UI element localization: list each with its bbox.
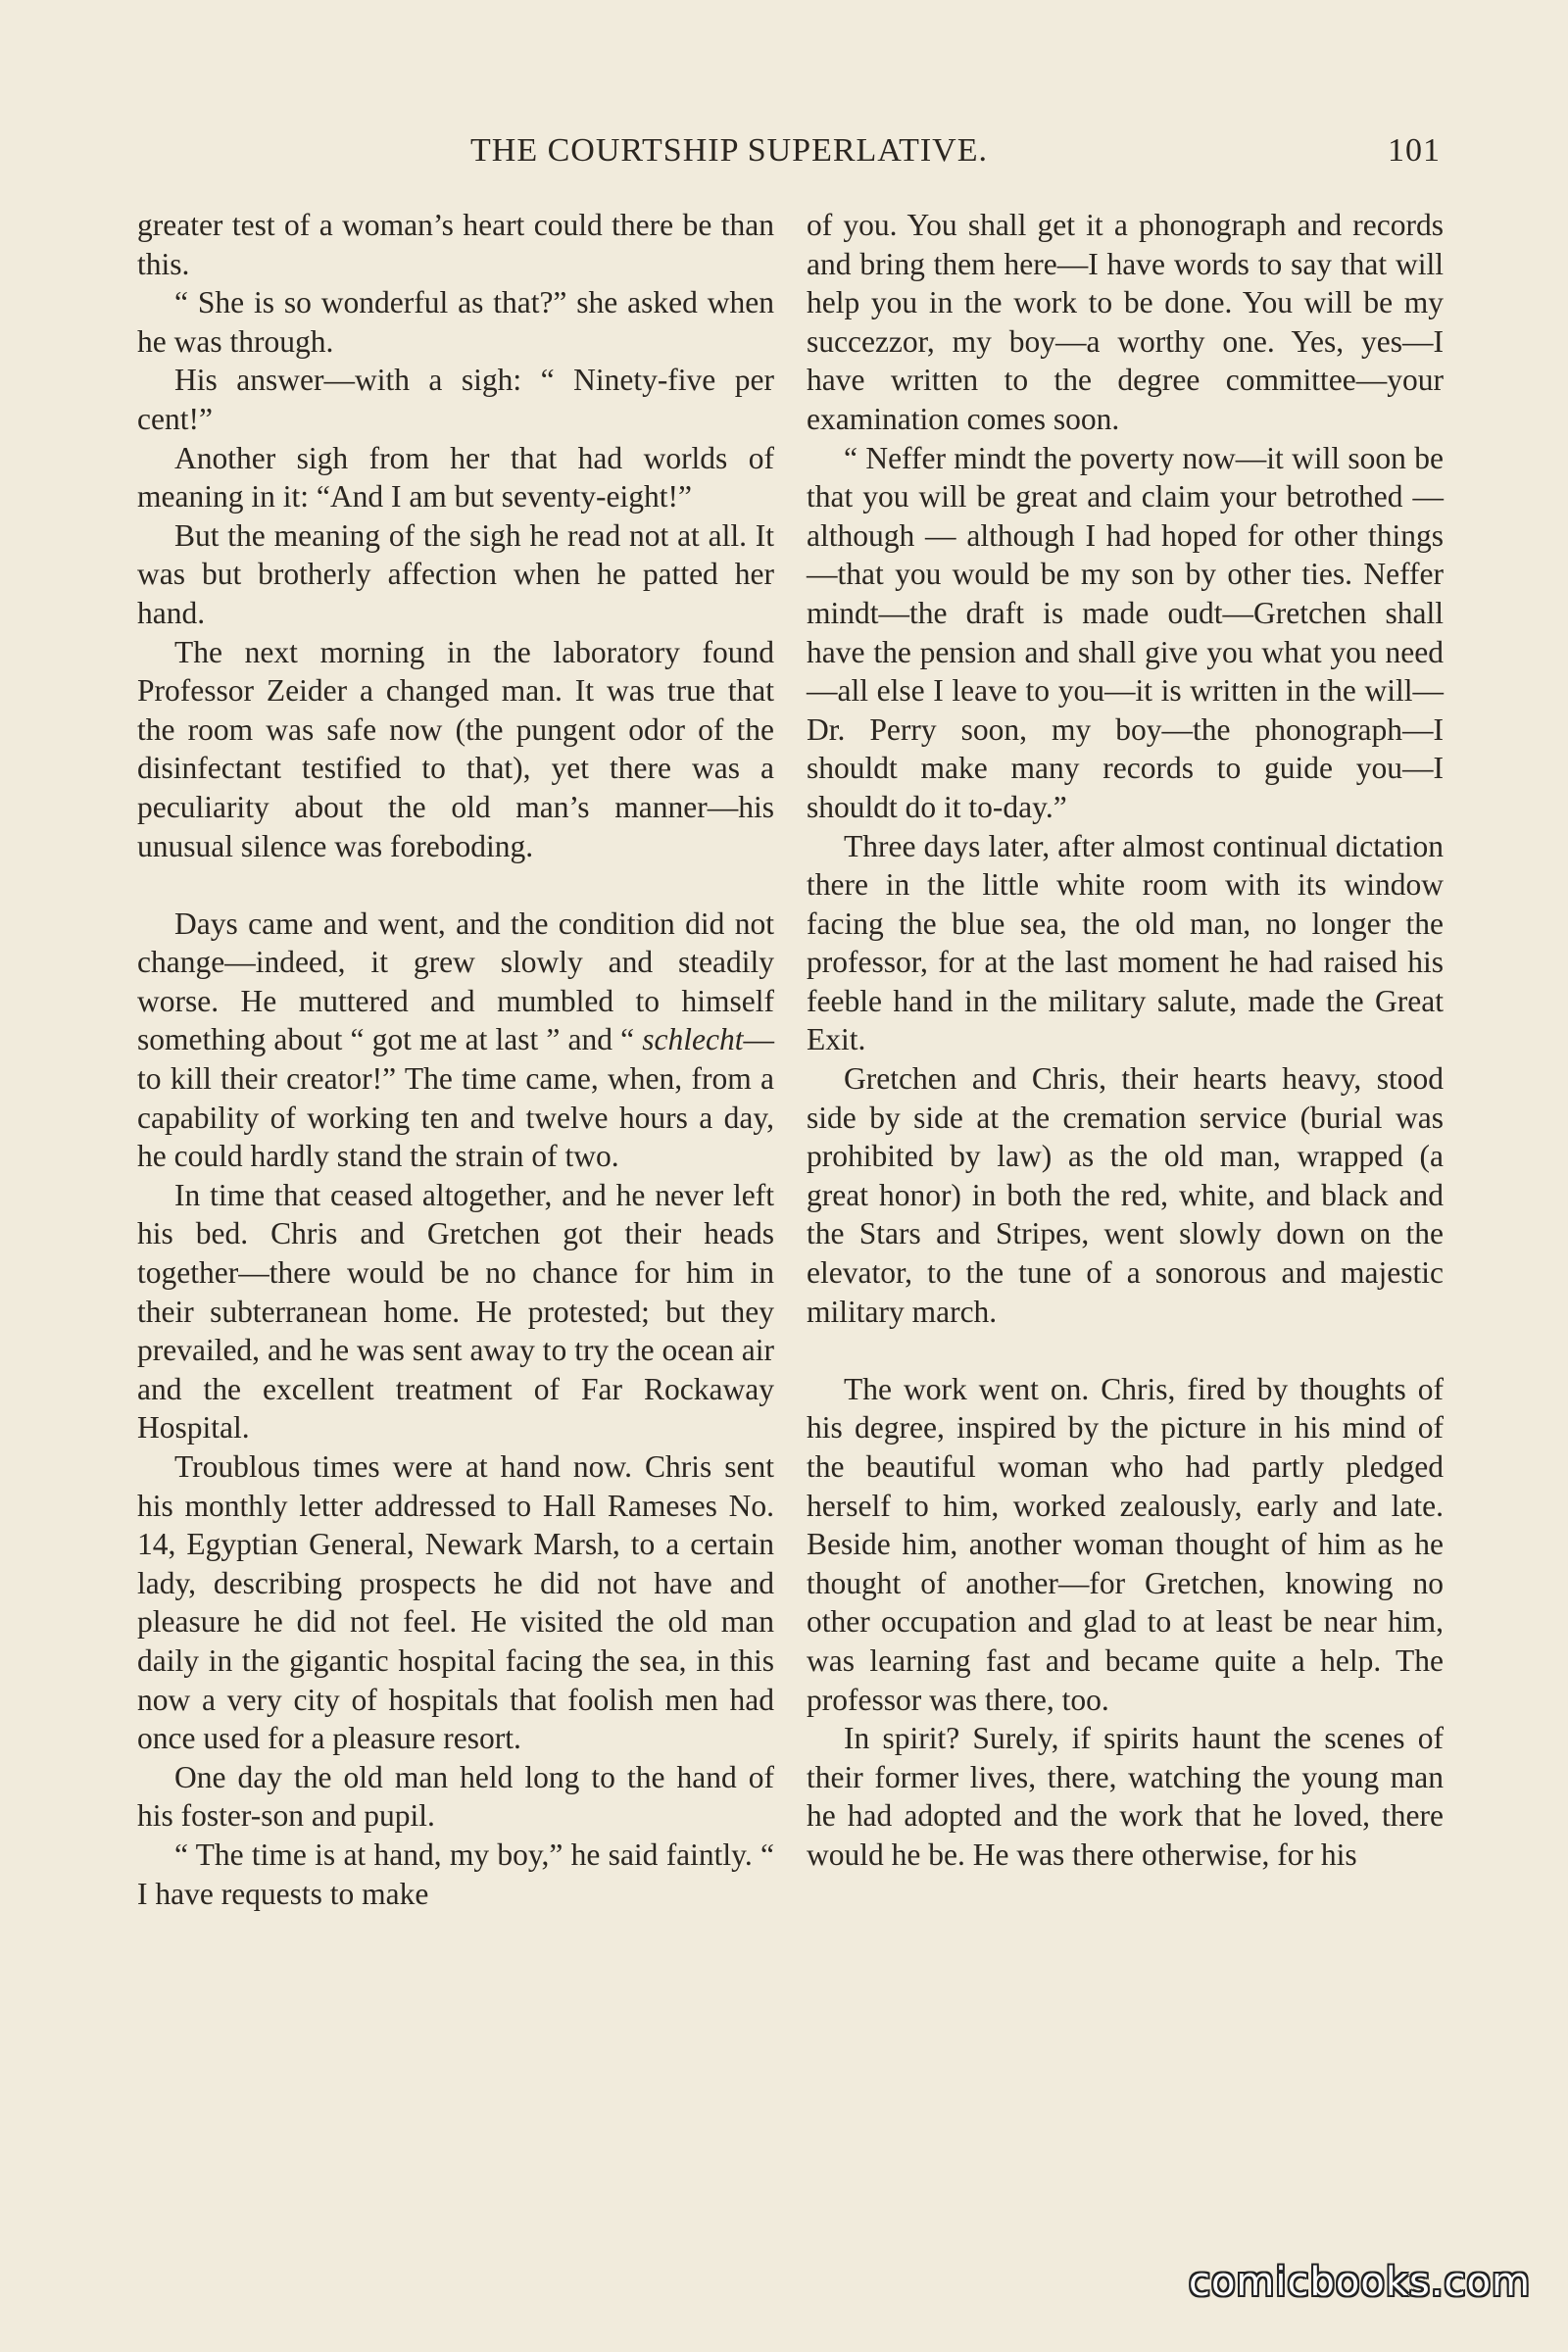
- paragraph-text: Gretchen and Chris, their hearts heavy, stood side by side at the cremation service (burial was prohibited by law) as the old man, wrapped (a great honor) in both the red, white, and black and the Stars and Stripes, went slowly down on the elevator, to the tune of a sonorous and majestic military march.: [807, 1061, 1444, 1329]
- paragraph: [137, 905, 774, 1176]
- paragraph: [137, 206, 774, 283]
- paragraph: [807, 1719, 1444, 1874]
- paragraph: [807, 827, 1444, 1060]
- paragraph-text: “ She is so wonderful as that?” she asked when he was through.: [137, 285, 774, 359]
- paragraph-text: The work went on. Chris, fired by thoughts of his degree, inspired by the picture in his mind of the beautiful woman who had partly pledged herself to him, worked zealously, early and late. Beside him, another woman thought of him as he thought of another—for Gretchen, knowing no other occupation and glad to at least be near him, was learning fast and became quite a help. The professor was there, too.: [807, 1371, 1444, 1717]
- paragraph: [137, 361, 774, 438]
- running-head: [470, 132, 1450, 181]
- running-title: THE COURTSHIP SUPERLATIVE.: [470, 132, 988, 169]
- paragraph: [137, 283, 774, 361]
- paragraph: [137, 633, 774, 866]
- left-text-column: [137, 206, 774, 1913]
- paragraph: [137, 1447, 774, 1758]
- paragraph: [137, 1176, 774, 1447]
- paragraph: [137, 439, 774, 516]
- paragraph-text: of you. You shall get it a phonograph and records and bring them here—I have words to say that will help you in the work to be done. You will be my succezzor, my boy—a worthy one. Yes, yes—I have written to the degree committee—your examination comes soon.: [807, 208, 1444, 436]
- paragraph: [137, 516, 774, 633]
- paragraph: [807, 206, 1444, 439]
- paragraph-text: In spirit? Surely, if spirits haunt the scenes of their former lives, there, watching the young man he had adopted and the work that he loved, there would he be. He was there otherwise, for his: [807, 1721, 1444, 1872]
- paragraph: [137, 1758, 774, 1836]
- paragraph: [807, 439, 1444, 827]
- paragraph-text: In time that ceased altogether, and he never left his bed. Chris and Gretchen got their heads together—there would be no chance for him in their subterranean home. He protested; but they prevailed, and he was sent away to try the ocean air and the excellent treatment of Far Rockaway Hospital.: [137, 1177, 774, 1446]
- paragraph-text: Three days later, after almost continual dictation there in the little white room with its window facing the blue sea, the old man, no longer the professor, for at the last moment he had raised his feeble hand in the military salute, made the Great Exit.: [807, 828, 1444, 1057]
- paragraph-text: “ Neffer mindt the poverty now—it will soon be that you will be great and claim your betrothed — although — although I had hoped for other things—that you would be my son by other ties. Neffer mindt—the draft is made oudt—Gretchen shall have the pension and shall give you what you need—all else I leave to you—it is written in the will—Dr. Perry soon, my boy—the phonograph—I shouldt make many records to guide you—I shouldt do it to-day.”: [807, 440, 1444, 824]
- paragraph-text: Another sigh from her that had worlds of meaning in it: “And I am but seventy-eight!”: [137, 440, 774, 514]
- paragraph-text: The next morning in the laboratory found Professor Zeider a changed man. It was true that the room was safe now (the pungent odor of the disinfectant testified to that), yet there was a peculiarity about the old man’s manner—his unusual silence was foreboding.: [137, 634, 774, 863]
- paragraph-text: But the meaning of the sigh he read not at all. It was but brotherly affection when he patted her hand.: [137, 517, 774, 630]
- paragraph-text: One day the old man held long to the hand of his foster-son and pupil.: [137, 1759, 774, 1834]
- paragraph: [137, 1836, 774, 1913]
- italic-word: schlecht: [642, 1022, 744, 1057]
- paragraph-text: His answer—with a sigh: “ Ninety-five per cent!”: [137, 363, 774, 436]
- paragraph: [807, 1370, 1444, 1719]
- paragraph-text: Days came and went, and the condition did not change—indeed, it grew slowly and steadily worse. He muttered and mumbled to himself something about “ got me at last ” and “: [137, 906, 774, 1057]
- paragraph-text-continued: —to kill their creator!” The time came, when, from a capability of working ten and twelve hours a day, he could hardly stand the strain of two.: [137, 1022, 774, 1174]
- paragraph: [807, 1059, 1444, 1331]
- page-number: 101: [1388, 132, 1441, 169]
- paragraph-text: “ The time is at hand, my boy,” he said faintly. “ I have requests to make: [137, 1837, 774, 1911]
- watermark-logo: comicbooks.com: [1188, 2260, 1531, 2305]
- paragraph-text: Troublous times were at hand now. Chris sent his monthly letter addressed to Hall Rameses No. 14, Egyptian General, Newark Marsh, to a certain lady, describing prospects he did not have and pleasure he did not feel. He visited the old man daily in the gigantic hospital facing the sea, in this now a very city of hospitals that foolish men had once used for a pleasure resort.: [137, 1449, 774, 1756]
- paragraph-text: greater test of a woman’s heart could there be than this.: [137, 208, 774, 281]
- right-text-column: [807, 206, 1444, 1875]
